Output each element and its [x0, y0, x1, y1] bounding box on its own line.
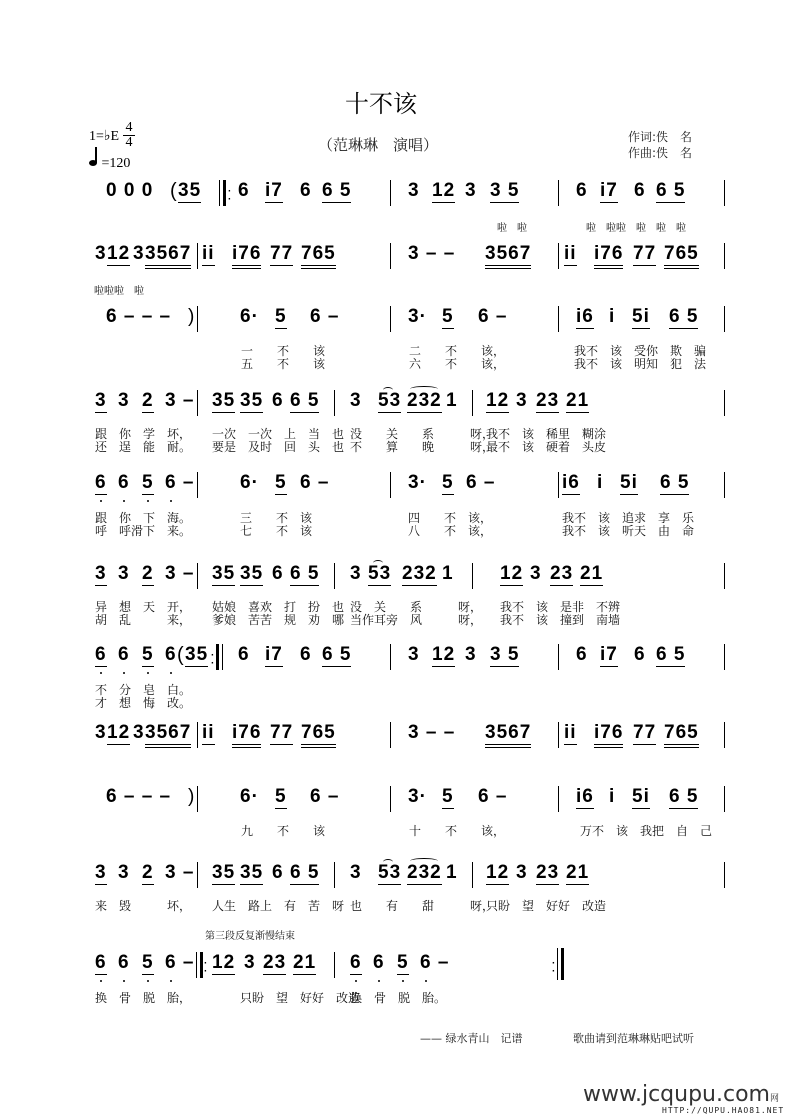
- staff-system-9: [0, 786, 790, 818]
- note: 35: [212, 390, 236, 411]
- note: i76: [594, 243, 623, 269]
- lyric-line: 八 不 该，: [408, 524, 493, 538]
- repeat-end-barline: [216, 644, 223, 670]
- lyric-line: 人生 路上 有 苦 呀: [212, 899, 345, 913]
- barline: [197, 243, 198, 269]
- lyric-line: 我不 该 是非 不辨: [500, 600, 621, 614]
- note: ii: [202, 243, 215, 264]
- note: 12: [107, 243, 131, 264]
- note: ii: [202, 722, 215, 743]
- lyric-line: 我不 该 稀里 糊涂: [486, 427, 607, 441]
- note: 6·: [240, 786, 259, 807]
- staff-system-3: [0, 306, 790, 338]
- note: 3: [95, 862, 107, 883]
- note: 6: [576, 180, 588, 201]
- lyric-line: 换 骨 脱 胎，: [95, 991, 192, 1005]
- note: 3567: [485, 243, 531, 269]
- tempo-marking: [89, 147, 130, 172]
- barline: [724, 722, 725, 748]
- note: 23: [536, 390, 560, 411]
- quarter-note-icon: [89, 147, 97, 167]
- lyric-line: 只盼 望 好好 改造: [486, 899, 607, 913]
- note: 6: [300, 644, 312, 665]
- note: 765: [301, 722, 336, 748]
- lyric-line: 不 算 晚 呀，: [350, 440, 495, 454]
- lyric-line: 胡 乱 来，: [95, 613, 192, 627]
- note: 5: [442, 472, 454, 493]
- staff-system-2: [0, 243, 790, 275]
- low-octave-dot: [170, 672, 172, 674]
- note: 6 –: [420, 952, 450, 973]
- note: 3567: [485, 722, 531, 748]
- barline: [558, 180, 559, 206]
- low-octave-dot: [402, 980, 404, 982]
- note: 5: [397, 952, 409, 973]
- lyric-line: 最不 该 硬着 头皮: [486, 440, 607, 454]
- note: 6: [576, 644, 588, 665]
- composer-credit: 作曲:佚 名: [628, 146, 693, 160]
- note: 12: [486, 390, 510, 411]
- note: 6: [634, 644, 646, 665]
- low-octave-dot: [100, 980, 102, 982]
- note: 21: [566, 390, 590, 411]
- note: 1: [446, 862, 458, 883]
- note: 3 –: [165, 563, 195, 584]
- barline: [558, 644, 559, 670]
- note: 6 – – –: [106, 306, 172, 327]
- barline: [472, 862, 473, 888]
- note: 3 –: [165, 390, 195, 411]
- note: 12: [432, 180, 456, 201]
- note: 765: [664, 243, 699, 269]
- note: 6 5: [290, 862, 320, 883]
- note: 765: [664, 722, 699, 748]
- note: 5i: [632, 786, 650, 807]
- lyric-line: 还 逞 能 耐。: [95, 440, 192, 454]
- barline: [390, 243, 391, 269]
- note: 3 –: [165, 862, 195, 883]
- note: i7: [265, 644, 283, 665]
- lyric-line: 跟 你 下 海。: [95, 511, 192, 525]
- barline: [390, 644, 391, 670]
- note: 6: [95, 472, 107, 493]
- lyric-line: 我不 该 明知 犯 法: [574, 357, 707, 371]
- note: 3: [133, 243, 145, 264]
- note: i7: [265, 180, 283, 201]
- note: 2: [142, 862, 154, 883]
- note: 6 5: [322, 644, 352, 665]
- watermark-site: [583, 1082, 779, 1107]
- lyric-line: 我不 该 受你 欺 骗: [574, 344, 707, 358]
- barline: [724, 180, 725, 206]
- note: 21: [566, 862, 590, 883]
- note: 6: [118, 644, 130, 665]
- note: 765: [301, 243, 336, 269]
- barline: [197, 472, 198, 498]
- note: 12: [107, 722, 131, 743]
- barline: [558, 243, 559, 269]
- note: 3: [530, 563, 542, 584]
- lyric-line: 九 不 该: [241, 824, 326, 838]
- lyric-line: 只盼 望 好好 改造: [240, 991, 361, 1005]
- note: i76: [232, 722, 261, 748]
- note: 35: [212, 862, 236, 883]
- note: 6 –: [310, 786, 340, 807]
- lyric-line: 万不 该 我把 自 己: [580, 824, 713, 838]
- note: 6: [272, 862, 284, 883]
- barline: [390, 180, 391, 206]
- lyric-line: 我不 该 撞到 南墙: [500, 613, 621, 627]
- note: 3: [350, 862, 362, 883]
- note: 3: [408, 644, 420, 665]
- barline: [197, 306, 198, 332]
- note: 3·: [408, 472, 427, 493]
- note: 6 –: [310, 306, 340, 327]
- note: ii: [564, 243, 577, 264]
- note: 3 5: [490, 644, 520, 665]
- note: 3: [95, 563, 107, 584]
- time-sig-bottom: 4: [123, 135, 135, 150]
- note: 5i: [632, 306, 650, 327]
- lyricist-credit: 作词:佚 名: [628, 130, 693, 144]
- staff-system-7: [0, 644, 790, 676]
- low-octave-dot: [123, 672, 125, 674]
- paren-open: (: [170, 180, 178, 202]
- note: 6 5: [322, 180, 352, 201]
- low-octave-dot: [147, 500, 149, 502]
- note: 3 – –: [408, 722, 456, 743]
- lyric-line: 四 不 该，: [408, 511, 493, 525]
- repeat-dots: · ·: [204, 958, 208, 977]
- low-octave-dot: [147, 980, 149, 982]
- note: 35: [185, 644, 209, 665]
- note: 6: [95, 644, 107, 665]
- note: 3: [516, 862, 528, 883]
- note: 5: [275, 306, 287, 327]
- note: 6 5: [656, 644, 686, 665]
- note: 3·: [408, 306, 427, 327]
- barline: [558, 722, 559, 748]
- note: 3: [133, 722, 145, 743]
- note: 6: [118, 472, 130, 493]
- key-signature: 1=♭E: [89, 129, 120, 144]
- barline: [390, 472, 391, 498]
- lyric-line: 换 骨 脱 胎。: [350, 991, 447, 1005]
- note: 6: [95, 952, 107, 973]
- note: ii: [564, 722, 577, 743]
- note: 6 5: [669, 306, 699, 327]
- note: 3: [118, 563, 130, 584]
- note: 5: [142, 472, 154, 493]
- note: 3567: [145, 243, 191, 269]
- barline: [724, 390, 725, 416]
- note: 5: [142, 952, 154, 973]
- note: i: [609, 786, 616, 807]
- note: 77: [270, 243, 294, 264]
- barline: [197, 862, 198, 888]
- note: 3 5: [490, 180, 520, 201]
- note: 6 5: [290, 563, 320, 584]
- low-octave-dot: [425, 980, 427, 982]
- barline: [334, 952, 335, 978]
- note: 3567: [145, 722, 191, 748]
- lyric-line: 没 关 系 呀，: [350, 600, 483, 614]
- note: 3: [350, 390, 362, 411]
- barline: [724, 786, 725, 812]
- staff-system-6: [0, 563, 790, 595]
- note: 1: [446, 390, 458, 411]
- note: 23: [550, 563, 574, 584]
- lyric-line: 我不 该 听天 由 命: [562, 524, 695, 538]
- note: i: [597, 472, 604, 493]
- barline: [390, 722, 391, 748]
- note: 5i: [620, 472, 638, 493]
- note: 6 5: [656, 180, 686, 201]
- lyric-line: 十 不 该，: [409, 824, 506, 838]
- note: i6: [576, 306, 594, 327]
- transcriber-credit: —— 绿水青山 记谱: [420, 1032, 523, 1045]
- note: 12: [432, 644, 456, 665]
- repeat-dots: · ·: [552, 958, 556, 977]
- note: 3: [516, 390, 528, 411]
- lyric-line: 不 分 皂 白。: [95, 683, 192, 697]
- note: i76: [232, 243, 261, 269]
- note: 23: [263, 952, 287, 973]
- barline: [724, 862, 725, 888]
- lyric-line: 六 不 该，: [409, 357, 506, 371]
- barline: [197, 563, 198, 589]
- barline: [390, 306, 391, 332]
- staff-system-4: [0, 390, 790, 422]
- note: 53: [378, 390, 402, 411]
- barline: [197, 786, 198, 812]
- note: 2: [142, 390, 154, 411]
- lyric-line: 二 不 该，: [409, 344, 506, 358]
- lyric-line: 当作耳旁 风 呀，: [350, 613, 483, 627]
- note: 77: [270, 722, 294, 743]
- lyric-line: 我不 该 追求 享 乐: [562, 511, 695, 525]
- barline: [724, 563, 725, 589]
- note: 6·: [240, 472, 259, 493]
- low-octave-dot: [355, 980, 357, 982]
- note: 3·: [408, 786, 427, 807]
- note: 21: [580, 563, 604, 584]
- barline: [390, 786, 391, 812]
- note: i6: [562, 472, 580, 493]
- note: 6: [238, 644, 250, 665]
- note: i: [609, 306, 616, 327]
- note: 3: [465, 180, 477, 201]
- note: 5: [275, 472, 287, 493]
- note: 21: [293, 952, 317, 973]
- note: 5: [442, 306, 454, 327]
- note: 77: [633, 243, 657, 264]
- staff-system-5: [0, 472, 790, 504]
- barline: [334, 563, 335, 589]
- note: 6: [350, 952, 362, 973]
- paren-open: (: [177, 644, 185, 666]
- low-octave-dot: [100, 500, 102, 502]
- note: 5: [142, 644, 154, 665]
- note: i7: [600, 180, 618, 201]
- note: 6 –: [478, 786, 508, 807]
- note: 35: [212, 563, 236, 584]
- note: i6: [576, 786, 594, 807]
- low-octave-dot: [378, 980, 380, 982]
- barline: [724, 306, 725, 332]
- barline: [558, 786, 559, 812]
- barline: [724, 243, 725, 269]
- note: 6 5: [660, 472, 690, 493]
- time-sig-top: 4: [125, 120, 133, 135]
- low-octave-dot: [123, 500, 125, 502]
- watermark-sub: HTTP://QUPU.HAO81.NET: [662, 1106, 785, 1115]
- low-octave-dot: [100, 672, 102, 674]
- note: 35: [240, 563, 264, 584]
- barline: [558, 306, 559, 332]
- lyric-line: 才 想 悔 改。: [95, 696, 192, 710]
- note: 12: [500, 563, 524, 584]
- repeat-dots: · ·: [228, 186, 232, 205]
- note: 1: [442, 563, 454, 584]
- lyric-line: 呼 呼滑下 来。: [95, 524, 192, 538]
- singer-credit: （范琳琳 演唱）: [318, 136, 439, 154]
- barline: [334, 390, 335, 416]
- note: 53: [378, 862, 402, 883]
- lyric-line: 来 毁 坏，: [95, 899, 192, 913]
- barline: [472, 390, 473, 416]
- note: 3: [95, 722, 107, 743]
- barline: [472, 563, 473, 589]
- note: 12: [486, 862, 510, 883]
- low-octave-dot: [147, 672, 149, 674]
- paren-close: ): [188, 786, 196, 807]
- performance-annotation: 第三段反复渐慢结束: [205, 931, 295, 942]
- low-octave-dot: [123, 980, 125, 982]
- lyric-line: 要是 及时 回 头 也: [212, 440, 345, 454]
- song-title: 十不该: [345, 90, 417, 118]
- low-octave-dot: [170, 980, 172, 982]
- note: 6 – – –: [106, 786, 172, 807]
- lyric-line: 姑娘 喜欢 打 扮 也: [212, 600, 345, 614]
- note: 35: [240, 862, 264, 883]
- staff-system-10: [0, 862, 790, 894]
- note: 0 0 0: [106, 180, 154, 201]
- note: 3: [408, 180, 420, 201]
- note: 6·: [240, 306, 259, 327]
- watermark-url: www.jcqupu.com: [583, 1082, 770, 1107]
- note: i76: [594, 722, 623, 748]
- note: 3: [95, 243, 107, 264]
- note: 23: [536, 862, 560, 883]
- note: 35: [178, 180, 202, 201]
- note: 5: [275, 786, 287, 807]
- note: 3: [465, 644, 477, 665]
- listen-note: 歌曲请到范琳琳贴吧试听: [573, 1032, 694, 1045]
- note: 2: [142, 563, 154, 584]
- note: 232: [402, 563, 437, 584]
- note: 6: [272, 390, 284, 411]
- note: 6 5: [669, 786, 699, 807]
- barline: [197, 390, 198, 416]
- time-signature: [123, 121, 135, 150]
- note: 3: [118, 862, 130, 883]
- note: 6: [300, 180, 312, 201]
- staff-system-11: [0, 952, 790, 984]
- repeat-start-barline: [196, 952, 203, 978]
- barline: [724, 472, 725, 498]
- barline: [334, 862, 335, 888]
- note: 53: [368, 563, 392, 584]
- note: 232: [407, 390, 442, 411]
- lyric-line: 啦 啦: [497, 223, 527, 234]
- note: 3: [118, 390, 130, 411]
- note: 6: [634, 180, 646, 201]
- note: 6 –: [300, 472, 330, 493]
- lyric-line: 跟 你 学 坏，: [95, 427, 192, 441]
- lyric-line: 异 想 天 开，: [95, 600, 192, 614]
- staff-system-1: [0, 180, 790, 212]
- low-octave-dot: [170, 500, 172, 502]
- lyric-line: 一次 一次 上 当 也: [212, 427, 345, 441]
- watermark-suffix: 网: [769, 1094, 779, 1104]
- barline: [724, 644, 725, 670]
- barline: [558, 472, 559, 498]
- note: 77: [633, 722, 657, 743]
- note: 35: [240, 390, 264, 411]
- note: 3 – –: [408, 243, 456, 264]
- note: 6: [272, 563, 284, 584]
- note: 6 –: [165, 952, 195, 973]
- paren-close: ): [188, 306, 196, 327]
- lyric-line: 爹娘 苦苦 规 劝 哪: [212, 613, 345, 627]
- note: 6: [373, 952, 385, 973]
- note: 6 –: [478, 306, 508, 327]
- lyric-line: 啦啦啦 啦: [94, 286, 144, 297]
- repeat-end-barline: [557, 948, 564, 980]
- lyric-line: 三 不 该: [240, 511, 313, 525]
- note: 3: [350, 563, 362, 584]
- note: i7: [600, 644, 618, 665]
- note: 5: [442, 786, 454, 807]
- lyric-line: 五 不 该: [241, 357, 326, 371]
- lyric-line: 啦 啦啦 啦 啦 啦: [586, 223, 686, 234]
- note: 3: [95, 390, 107, 411]
- lyric-line: 七 不 该: [240, 524, 313, 538]
- lyric-line: 一 不 该: [241, 344, 326, 358]
- lyric-line: 也 有 甜 呀，: [350, 899, 495, 913]
- note: 12: [212, 952, 236, 973]
- note: 3: [244, 952, 256, 973]
- note: 6 5: [290, 390, 320, 411]
- tempo-value: =120: [101, 156, 131, 171]
- note: 6 –: [466, 472, 496, 493]
- note: 6: [118, 952, 130, 973]
- barline: [197, 722, 198, 748]
- note: 6: [165, 644, 177, 665]
- repeat-dots: · ·: [211, 650, 215, 669]
- lyric-line: 没 关 系 呀，: [350, 427, 495, 441]
- note: 6: [238, 180, 250, 201]
- repeat-start-barline: [219, 180, 226, 206]
- note: 232: [407, 862, 442, 883]
- note: 6 –: [165, 472, 195, 493]
- staff-system-8: [0, 722, 790, 754]
